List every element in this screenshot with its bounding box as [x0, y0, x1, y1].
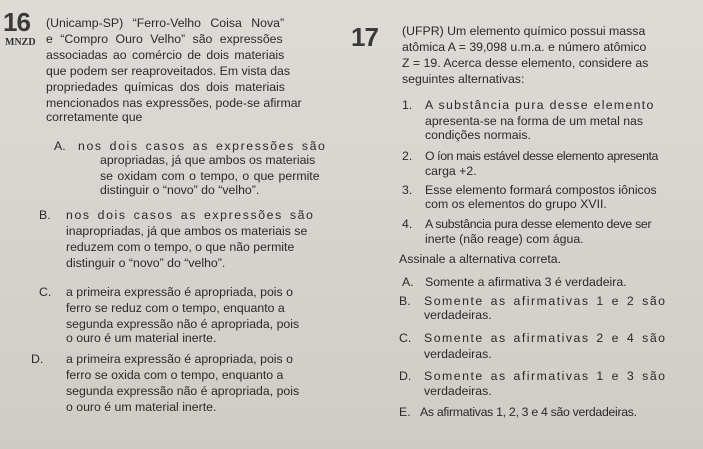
statement-line: condições normais.	[425, 128, 531, 142]
option-line: verdadeiras.	[424, 308, 492, 322]
q17-instruction: Assinale a alternativa correta.	[399, 252, 561, 266]
option-line: a primeira expressão é apropriada, pois o	[66, 285, 293, 299]
q16-stem-line: associadas ao comércio de dois materiais	[46, 48, 285, 62]
q16-stem-line: propriedades químicas dos dois materiais	[46, 80, 285, 94]
option-line: Somente as afirmativas 1 e 3 são	[424, 369, 667, 383]
statement-line: Esse elemento formará compostos iônicos	[425, 183, 657, 197]
statement-line: inerte (não reage) com água.	[425, 232, 584, 246]
option-line: As afirmativas 1, 2, 3 e 4 são verdadeiras.	[420, 405, 637, 419]
option-line: o ouro é um material inerte.	[66, 331, 217, 345]
statement-number: 2.	[402, 149, 413, 163]
q16-stem-line: mencionados nas expressões, pode-se afirmar	[46, 96, 302, 110]
option-line: nos dois casos as expressões são	[66, 208, 315, 222]
option-line: se oxidam com o tempo, o que permite	[100, 169, 320, 183]
option-line: Somente a afirmativa 3 é verdadeira.	[425, 275, 627, 289]
option-line: distinguir o “novo” do “velho”.	[66, 256, 226, 270]
option-line: o ouro é um material inerte.	[66, 400, 217, 414]
statement-number: 3.	[402, 183, 413, 197]
q16-stem-line: corretamente que	[46, 110, 143, 124]
question-16-code: MNZD	[5, 37, 36, 48]
option-letter: C.	[399, 331, 412, 345]
question-17-number: 17	[351, 22, 378, 52]
statement-line: O íon mais estável desse elemento apresenta	[425, 149, 658, 163]
q16-stem-line: que podem ser reaproveitados. Em vista das	[46, 64, 291, 78]
option-letter: D.	[31, 352, 44, 366]
option-line: verdadeiras.	[424, 384, 492, 398]
statement-line: carga +2.	[425, 164, 477, 178]
statement-line: A substância pura desse elemento	[425, 98, 655, 112]
option-line: verdadeiras.	[424, 347, 492, 361]
option-letter: A.	[402, 275, 414, 289]
q17-stem-line: seguintes alternativas:	[402, 72, 525, 86]
option-letter: A.	[54, 139, 66, 153]
option-line: nos dois casos as expressões são	[78, 139, 327, 153]
option-line: ferro se reduz com o tempo, enquanto a	[66, 301, 285, 315]
option-letter: B.	[39, 208, 51, 222]
q16-stem-line: (Unicamp-SP) “Ferro-Velho Coisa Nova”	[46, 16, 285, 30]
q16-stem-line: e “Compro Ouro Velho” são expressões	[46, 32, 283, 46]
option-letter: C.	[39, 285, 52, 299]
question-16-number: 16	[3, 7, 30, 37]
statement-number: 1.	[402, 98, 413, 112]
option-letter: D.	[399, 369, 412, 383]
option-line: Somente as afirmativas 1 e 2 são	[424, 294, 667, 308]
option-line: inapropriadas, já que ambos os materiais se	[66, 224, 308, 238]
option-letter: B.	[399, 294, 411, 308]
option-line: segunda expressão não é apropriada, pois	[66, 317, 300, 331]
statement-line: A substância pura desse elemento deve ser	[425, 217, 652, 231]
option-line: reduzem com o tempo, o que não permite	[66, 240, 295, 254]
q17-stem-line: (UFPR) Um elemento químico possui massa	[402, 24, 646, 38]
option-line: distinguir o “novo” do “velho”.	[100, 183, 260, 197]
option-line: a primeira expressão é apropriada, pois o	[66, 352, 293, 366]
option-letter: E.	[399, 405, 411, 419]
q17-stem-line: atômica A = 39,098 u.m.a. e número atômico	[402, 40, 647, 54]
statement-line: apresenta-se na forma de um metal nas	[425, 114, 644, 128]
statement-number: 4.	[402, 217, 413, 231]
statement-line: com os elementos do grupo XVII.	[425, 197, 607, 211]
option-line: apropriadas, já que ambos os materiais	[100, 153, 316, 167]
option-line: Somente as afirmativas 2 e 4 são	[424, 331, 667, 345]
option-line: segunda expressão não é apropriada, pois	[66, 384, 300, 398]
q17-stem-line: Z = 19. Acerca desse elemento, considere as	[402, 56, 649, 70]
option-line: ferro se oxida com o tempo, enquanto a	[66, 368, 284, 382]
